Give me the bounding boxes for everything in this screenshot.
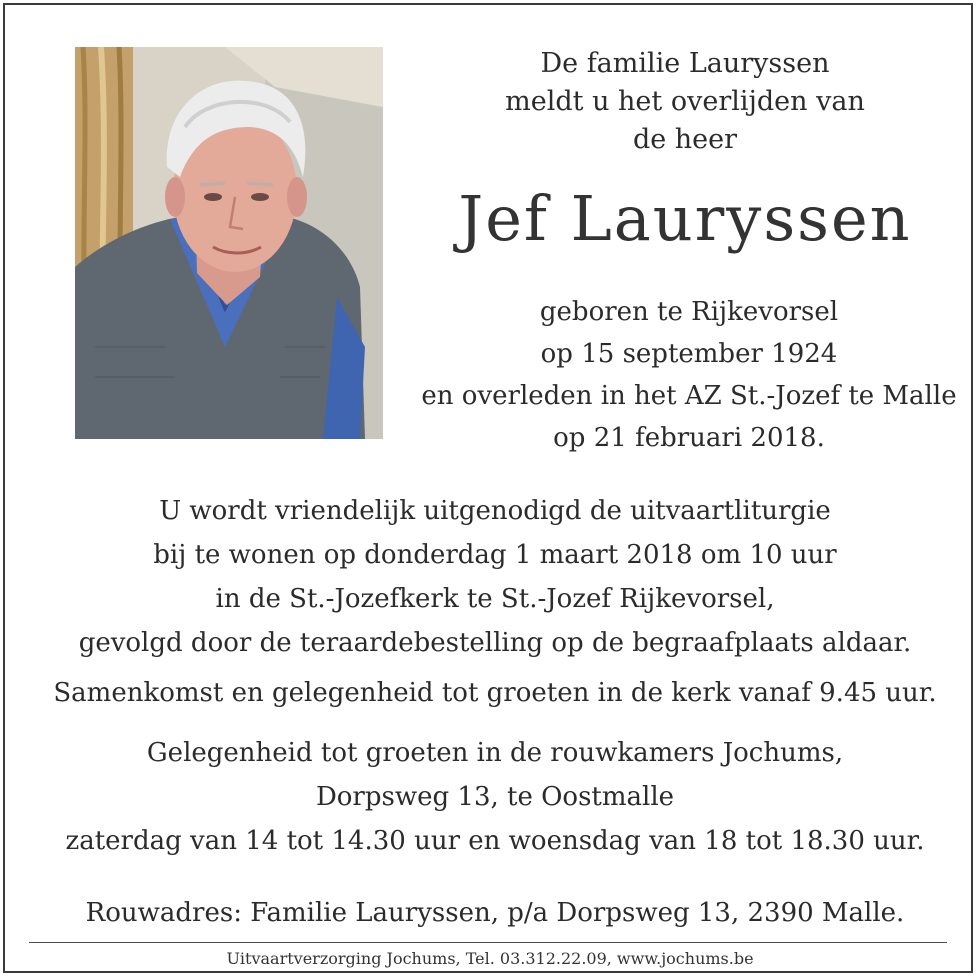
deathdate-line: op 21 februari 2018. xyxy=(553,423,825,453)
visitation-line-3: zaterdag van 14 tot 14.30 uur en woensdag van 18 tot 18.30 uur. xyxy=(65,826,925,856)
funeral-line-3: in de St.-Jozefkerk te St.-Jozef Rijkevorsel, xyxy=(215,584,775,614)
deceased-name: Jef Lauryssen xyxy=(458,182,912,255)
birth-death-info xyxy=(415,291,963,459)
intro-line-announcement: meldt u het overlijden van xyxy=(505,86,865,117)
gathering-info: Samenkomst en gelegenheid tot groeten in de kerk vanaf 9.45 uur. xyxy=(53,678,937,708)
birthdate-line: op 15 september 1924 xyxy=(540,339,838,369)
footer-divider xyxy=(29,942,947,943)
intro-line-family: De familie Lauryssen xyxy=(540,48,830,79)
visitation-info xyxy=(15,731,975,863)
deathplace-line: en overleden in het AZ St.-Jozef te Malle xyxy=(421,381,957,411)
visitation-line-1: Gelegenheid tot groeten in de rouwkamers Jochums, xyxy=(146,738,844,768)
mourning-address: Rouwadres: Familie Lauryssen, p/a Dorpsweg 13, 2390 Malle. xyxy=(85,898,905,928)
birthplace-line: geboren te Rijkevorsel xyxy=(539,297,839,327)
intro-text xyxy=(425,45,945,159)
funeral-line-2: bij te wonen op donderdag 1 maart 2018 om 10 uur xyxy=(153,540,837,570)
visitation-line-2: Dorpsweg 13, te Oostmalle xyxy=(315,782,675,812)
intro-line-title: de heer xyxy=(632,124,738,155)
funeral-line-4: gevolgd door de teraardebestelling op de begraafplaats aldaar. xyxy=(78,628,912,658)
death-notice-card xyxy=(3,3,973,973)
funeral-home-footer: Uitvaartverzorging Jochums, Tel. 03.312.22.09, www.jochums.be xyxy=(226,949,754,968)
portrait-photo xyxy=(75,47,383,439)
funeral-line-1: U wordt vriendelijk uitgenodigd de uitvaartliturgie xyxy=(159,496,831,526)
funeral-invitation xyxy=(15,489,975,665)
